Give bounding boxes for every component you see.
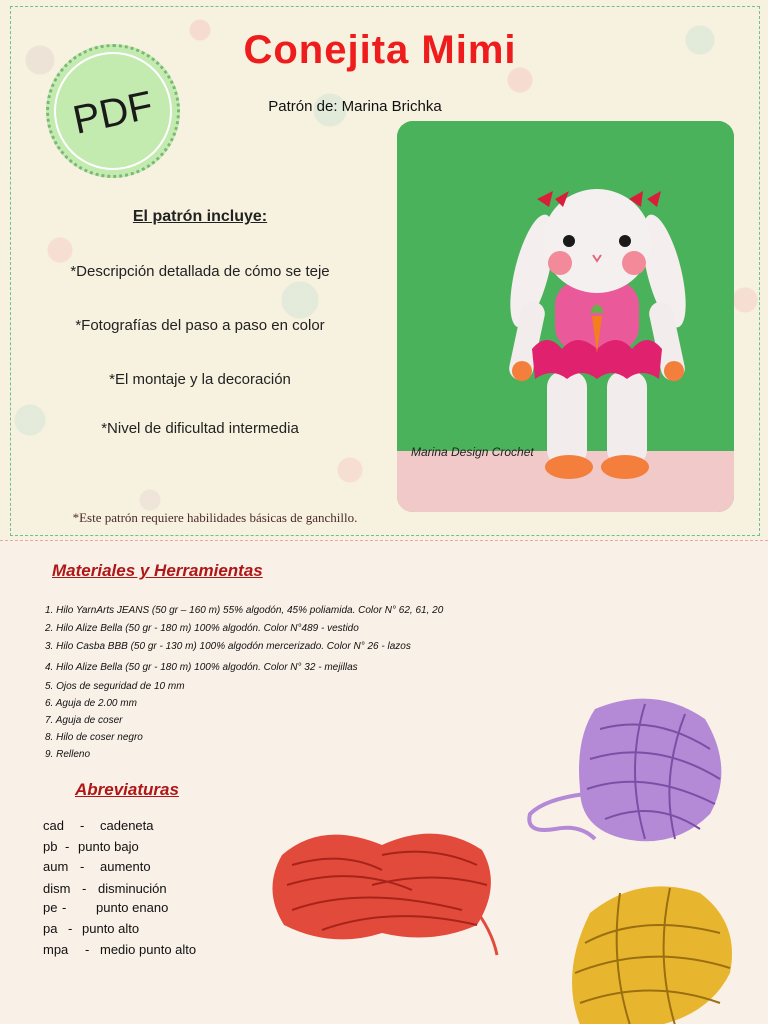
abbr-sep: - — [62, 900, 67, 915]
skills-note: *Este patrón requiere habilidades básicas de ganchillo. — [72, 510, 358, 525]
material-item-8: 8. Hilo de coser negro — [45, 732, 143, 743]
material-item-7: 7. Aguja de coser — [45, 715, 123, 726]
pdf-badge — [46, 44, 180, 178]
purple-yarn-ball — [525, 689, 735, 864]
includes-heading: El patrón incluye: — [132, 208, 268, 225]
abbr-value: punto enano — [96, 900, 169, 915]
abbr-value: punto bajo — [78, 839, 139, 854]
yellow-yarn-ball — [560, 873, 740, 1024]
abbr-value: disminución — [98, 881, 167, 896]
abbr-key: cad — [43, 818, 64, 833]
abbr-key: dism — [43, 881, 71, 896]
abbr-sep: - — [68, 921, 73, 936]
bunny-photo — [397, 121, 734, 512]
abbr-value: medio punto alto — [100, 942, 197, 957]
material-item-3: 3. Hilo Casba BBB (50 gr - 130 m) 100% algodón mercerizado. Color N° 26 - lazos — [45, 641, 411, 652]
include-item-difficulty: *Nivel de dificultad intermedia — [101, 420, 299, 437]
abbr-sep: - — [85, 942, 90, 957]
abbr-key: pa — [43, 921, 58, 936]
include-item-description: *Descripción detallada de cómo se teje — [70, 263, 330, 280]
abbr-key: pe — [43, 900, 58, 915]
abbr-sep: - — [80, 818, 85, 833]
pdf-badge-label: PDF — [69, 83, 157, 143]
abbr-sep: - — [65, 839, 70, 854]
abbr-key: aum — [43, 859, 69, 874]
author-credit: Patrón de: Marina Brichka — [268, 98, 442, 115]
abbr-key: mpa — [43, 942, 69, 957]
abbr-value: punto alto — [82, 921, 140, 936]
materials-panel — [0, 540, 768, 1024]
materials-heading: Materiales y Herramientas — [52, 561, 263, 580]
bunny-illustration — [397, 121, 734, 512]
abbreviations-heading: Abreviaturas — [75, 780, 179, 799]
abbr-sep: - — [80, 859, 85, 874]
material-item-4: 4. Hilo Alize Bella (50 gr - 180 m) 100% algodón. Color N° 32 - mejillas — [45, 662, 358, 673]
include-item-assembly: *El montaje y la decoración — [109, 371, 291, 388]
abbr-value: aumento — [100, 859, 151, 874]
material-item-2: 2. Hilo Alize Bella (50 gr - 180 m) 100% algodón. Color N°489 - vestido — [45, 623, 359, 634]
material-item-5: 5. Ojos de seguridad de 10 mm — [45, 681, 185, 692]
abbr-sep: - — [82, 881, 87, 896]
material-item-9: 9. Relleno — [45, 749, 91, 760]
abbr-value: cadeneta — [100, 818, 154, 833]
include-item-photos: *Fotografías del paso a paso en color — [75, 317, 325, 334]
material-item-6: 6. Aguja de 2.00 mm — [45, 698, 137, 709]
red-yarn-ball — [262, 825, 502, 957]
photo-watermark: Marina Design Crochet — [411, 445, 534, 459]
material-item-1: 1. Hilo YarnArts JEANS (50 gr – 160 m) 55% algodón, 45% poliamida. Color N° 62, 61, 20 — [45, 605, 444, 616]
page-title: Conejita Mimi — [243, 28, 517, 72]
abbr-key: pb — [43, 839, 58, 854]
